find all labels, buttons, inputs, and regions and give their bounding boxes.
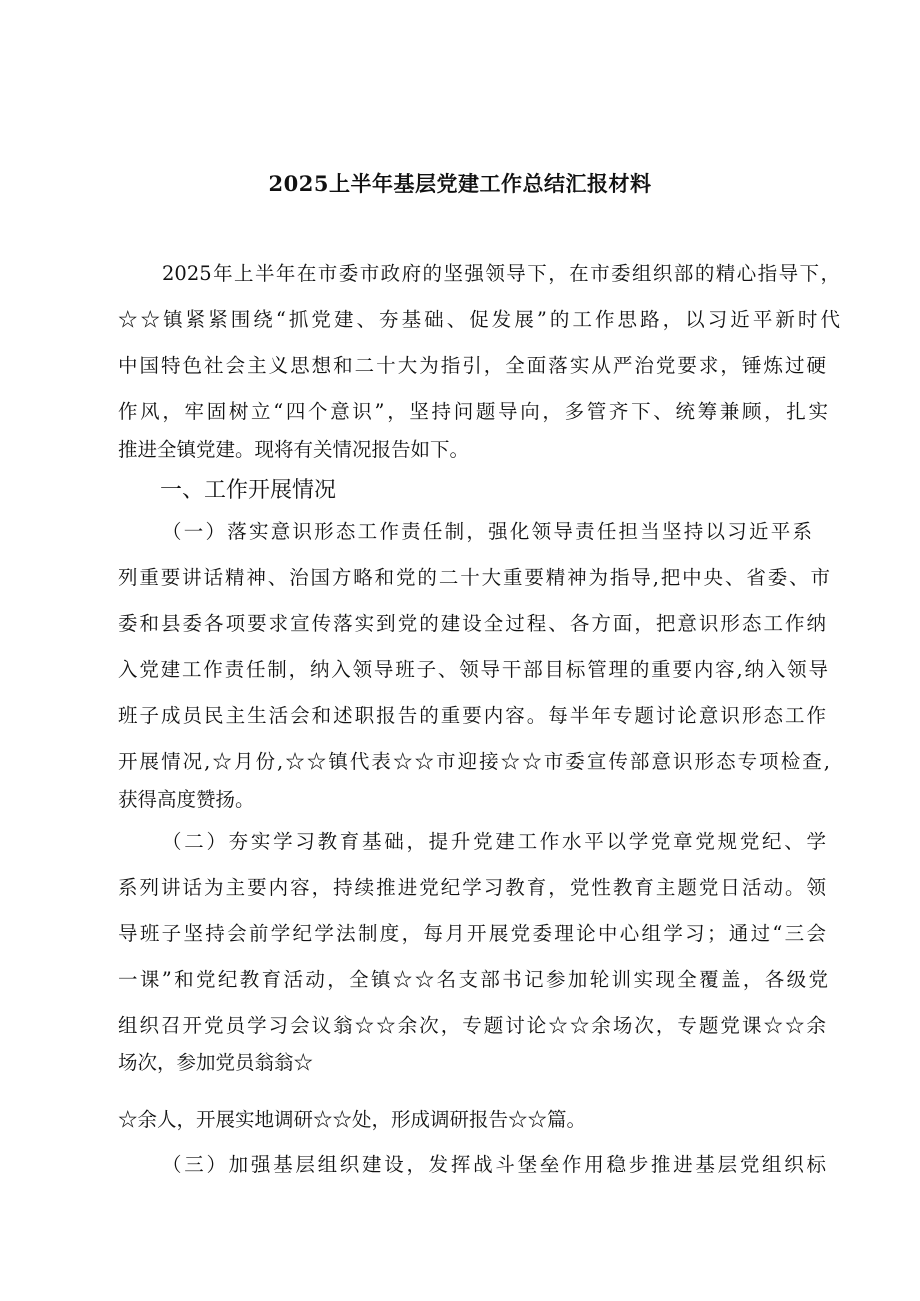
intro-line-3: 中国特色社会主义思想和二十大为指引，全面落实从严治党要求，锤炼过硬 <box>118 354 826 377</box>
intro-line-4: 作风，牢固树立“四个意识”，坚持问题导向，多管齐下、统筹兼顾，扎实 <box>118 400 828 423</box>
para2-line-2: 系列讲话为主要内容，持续推进党纪学习教育，党性教育主题党日活动。领 <box>118 876 826 899</box>
document-title: 2025上半年基层党建工作总结汇报材料 <box>268 171 652 196</box>
para1-line-7: 获得高度赞扬。 <box>118 788 255 811</box>
para2-line-1: （二）夯实学习教育基础，提升党建工作水平以学党章党规党纪、学 <box>162 830 826 853</box>
intro-line-1: 2025年上半年在市委市政府的坚强领导下，在市委组织部的精心指导下， <box>162 262 840 285</box>
para1-line-4: 入党建工作责任制，纳入领导班子、领导干部目标管理的重要内容,纳入领导 <box>118 658 828 681</box>
para1-line-1: （一）落实意识形态工作责任制，强化领导责任担当坚持以习近平系 <box>162 520 812 543</box>
para1-line-5: 班子成员民主生活会和述职报告的重要内容。每半年专题讨论意识形态工作 <box>118 704 826 727</box>
intro-line-2: ☆☆镇紧紧围绕“抓党建、夯基础、促发展”的工作思路，以习近平新时代 <box>118 308 840 331</box>
para2-line-6: 场次，参加党员翁翁☆ <box>118 1051 314 1074</box>
intro-line-5: 推进全镇党建。现将有关情况报告如下。 <box>118 438 470 461</box>
para2-line-3: 导班子坚持会前学纪学法制度，每月开展党委理论中心组学习；通过“三会 <box>118 922 826 945</box>
para1-line-2: 列重要讲话精神、治国方略和党的二十大重要精神为指导,把中央、省委、市 <box>118 566 830 589</box>
para3-line-1: （三）加强基层组织建设，发挥战斗堡垒作用稳步推进基层党组织标 <box>162 1153 826 1176</box>
para1-line-3: 委和县委各项要求宣传落实到党的建设全过程、各方面，把意识形态工作纳 <box>118 612 826 635</box>
para2-line-4: 一课”和党纪教育活动，全镇☆☆名支部书记参加轮训实现全覆盖，各级党 <box>118 968 828 991</box>
para2-line-5: 组织召开党员学习会议翁☆☆余次，专题讨论☆☆余场次，专题党课☆☆余 <box>118 1014 826 1037</box>
section-heading: 一、工作开展情况 <box>160 478 337 503</box>
para1-line-6: 开展情况,☆月份,☆☆镇代表☆☆市迎接☆☆市委宣传部意识形态专项检查, <box>118 750 830 773</box>
para2-line-7: ☆余人，开展实地调研☆☆处，形成调研报告☆☆篇。 <box>118 1108 587 1131</box>
